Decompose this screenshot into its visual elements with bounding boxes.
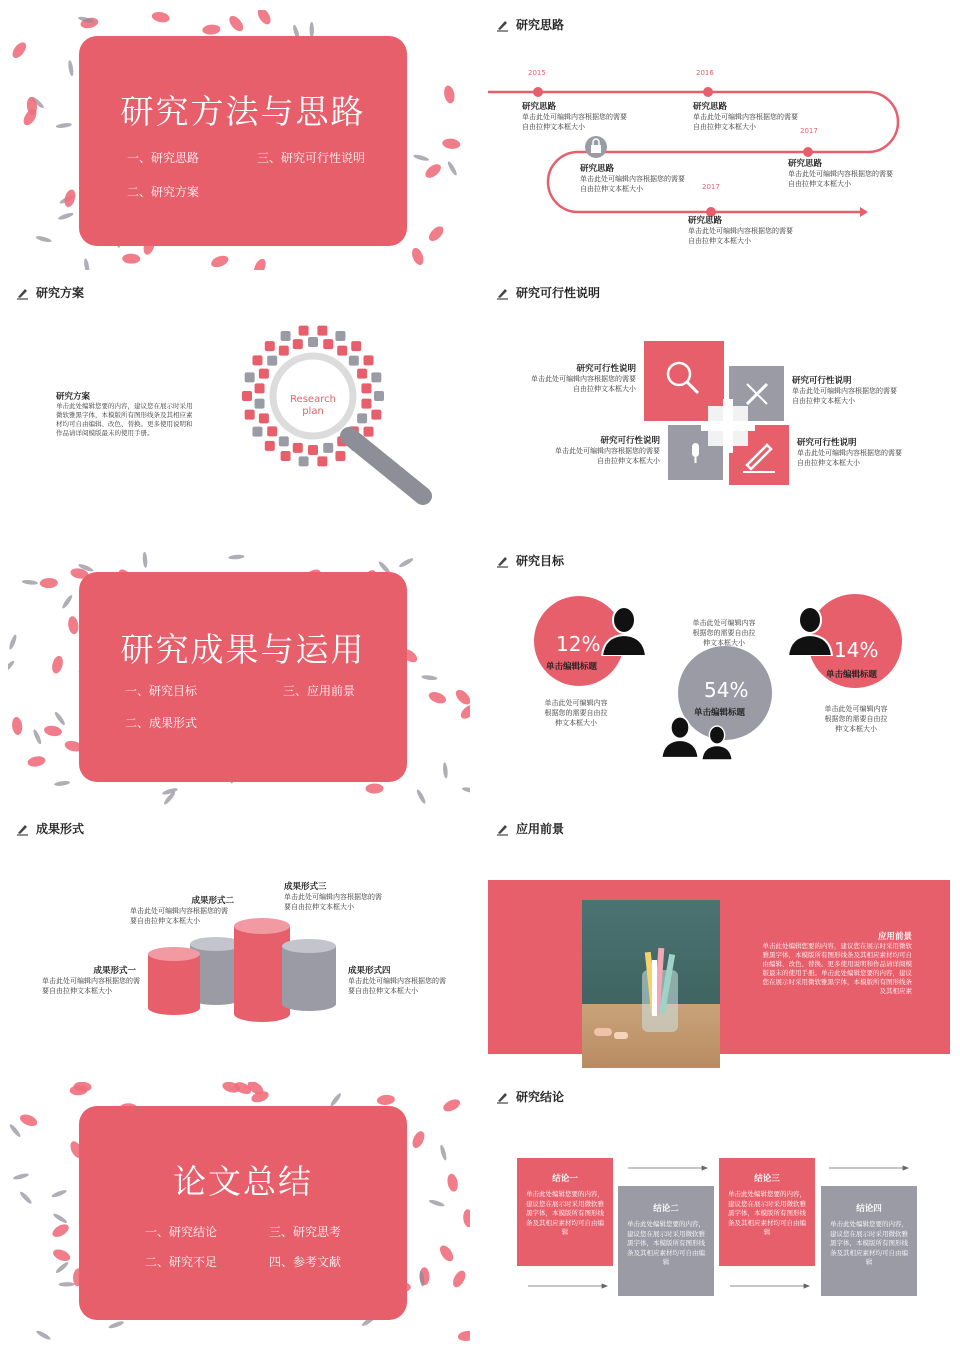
slide-3-plan: [8, 278, 470, 538]
petal: [67, 616, 79, 635]
year-label: 2017: [800, 127, 818, 135]
menu-item-2: 二、研究方案: [127, 185, 200, 199]
small-topic-icon: [281, 331, 291, 341]
small-topic-icon: [361, 399, 371, 409]
petal: [427, 690, 447, 706]
slide-title: 研究成果与运用: [120, 630, 366, 669]
year-label: 2017: [702, 183, 720, 191]
conclusion-card-3: 结论三 单击此处编辑您要的内容，建议您在展示时采用微软雅黑字体，本模版所有图形线条及其相应素材均可自由编辑: [719, 1158, 815, 1266]
goal-text-3: 单击此处可编辑内容根据您的需要自由拉伸文本框大小: [824, 705, 888, 733]
menu-item-2: 二、成果形式: [125, 716, 198, 730]
slide-2-roadmap: [488, 10, 950, 270]
node-1: 研究思路 单击此处可编辑内容根据您的需要自由拉伸文本框大小: [522, 102, 627, 131]
small-topic-icon: [279, 346, 289, 356]
leaf: [421, 675, 437, 681]
small-topic-icon: [293, 339, 303, 349]
petal: [10, 40, 29, 60]
feasibility-item-3: 研究可行性说明 单击此处可编辑内容根据您的需要自由拉伸文本框大小: [555, 436, 660, 465]
pen-icon: [16, 822, 30, 836]
small-topic-icon: [357, 369, 367, 379]
small-topic-icon: [267, 356, 277, 366]
petal: [202, 24, 221, 36]
petal: [437, 1243, 456, 1263]
leaf: [442, 762, 448, 778]
small-topic-icon: [245, 410, 255, 420]
feasibility-item-1: 研究可行性说明 单击此处可编辑内容根据您的需要自由拉伸文本框大小: [531, 364, 636, 393]
feasibility-item-2: 研究可行性说明 单击此处可编辑内容根据您的需要自由拉伸文本框大小: [792, 376, 897, 405]
section-heading: 研究结论: [516, 1090, 565, 1104]
small-topic-icon: [265, 341, 275, 351]
goal-pct-3: 14%: [834, 638, 879, 662]
slide-8-prospects: [488, 814, 950, 1074]
feasibility-item-4: 研究可行性说明 单击此处可编辑内容根据您的需要自由拉伸文本框大小: [797, 438, 902, 467]
petal: [11, 716, 23, 735]
petal: [210, 254, 230, 270]
year-label: 2015: [528, 69, 546, 77]
small-topic-icon: [299, 326, 309, 336]
menu-item-2: 二、研究不足: [145, 1255, 218, 1269]
goal-text-2: 单击此处可编辑内容根据您的需要自由拉伸文本框大小: [692, 619, 756, 647]
small-topic-icon: [308, 337, 318, 347]
leaf: [55, 1261, 70, 1275]
leaf: [53, 711, 66, 727]
section-heading: 研究方案: [36, 286, 85, 300]
year-label: 2016: [696, 69, 714, 77]
petal: [51, 1247, 71, 1263]
petal: [423, 162, 443, 181]
person-icon: [660, 714, 700, 758]
output-item-2: 成果形式二 单击此处可编辑内容根据您的需要自由拉伸文本框大小: [130, 896, 234, 925]
title-card: [79, 1106, 407, 1320]
small-topic-icon: [323, 339, 333, 349]
leaf: [13, 1172, 30, 1180]
node-5: 研究思路 单击此处可编辑内容根据您的需要自由拉伸文本框大小: [688, 216, 793, 245]
small-topic-icon: [267, 426, 277, 436]
leaf: [228, 554, 244, 560]
leaf: [428, 1199, 445, 1208]
small-topic-icon: [317, 456, 327, 466]
slide-10-conclusions: [488, 1082, 950, 1342]
small-topic-icon: [255, 399, 265, 409]
petal: [446, 1173, 459, 1193]
petal: [453, 687, 470, 707]
section-heading: 成果形式: [36, 822, 85, 836]
node-3: 研究思路 单击此处可编辑内容根据您的需要自由拉伸文本框大小: [580, 164, 685, 193]
slide-6-goals: [488, 546, 950, 806]
petal: [443, 85, 456, 105]
small-topic-icon: [335, 451, 345, 461]
person-icon: [600, 604, 648, 656]
leaf: [8, 634, 18, 651]
petal: [441, 1097, 462, 1114]
section-heading: 研究思路: [516, 18, 565, 32]
menu-item-1: 一、研究目标: [125, 684, 198, 698]
menu-item-4: 四、参考文献: [269, 1255, 342, 1269]
leaf: [142, 552, 148, 568]
petal: [426, 224, 446, 244]
petal: [365, 783, 383, 793]
menu-item-1: 一、研究思路: [127, 151, 200, 165]
leaf: [19, 1190, 33, 1205]
output-item-4: 成果形式四 单击此处可编辑内容根据您的需要自由拉伸文本框大小: [348, 966, 446, 995]
section-heading: 研究目标: [516, 554, 565, 568]
prospects-textbox: 应用前景 单击此处编辑您要的内容，建议您在展示时采用微软雅黑字体，本模版所有图形线条及其相应素材均可自由编辑、改色、替换。更多使用说明和作品请详阅模版最末的使用手册。单击此处编辑您要的内容，建议您在展示时采用微软雅黑字体，本模版所有图形线条及其相应素: [762, 932, 912, 995]
leaf: [439, 1144, 448, 1161]
output-item-3: 成果形式三 单击此处可编辑内容根据您的需要自由拉伸文本框大小: [284, 882, 382, 911]
petal: [50, 1222, 71, 1240]
chalk-jar-illustration: [582, 900, 720, 1068]
petal: [458, 702, 470, 721]
center-cross-h: [701, 421, 755, 431]
petal: [27, 755, 47, 768]
goal-label-1: 单击编辑标题: [546, 662, 598, 672]
small-topic-icon: [252, 427, 262, 437]
pen-icon: [496, 286, 510, 300]
small-topic-icon: [281, 451, 291, 461]
goal-label-3: 单击编辑标题: [826, 670, 878, 680]
magnifier-handle: [349, 436, 423, 496]
petal: [410, 1129, 427, 1150]
node-2: 研究思路 单击此处可编辑内容根据您的需要自由拉伸文本框大小: [693, 102, 798, 131]
title-card: [79, 36, 407, 246]
petal: [43, 724, 62, 737]
slide-title: 研究方法与思路: [120, 92, 366, 131]
petal: [40, 578, 58, 589]
leaf: [22, 579, 38, 585]
research-plan-label: Research plan: [290, 394, 336, 417]
conclusion-card-2: 结论二 单击此处编辑您要的内容，建议您在展示时采用微软雅黑字体，本模版所有图形线条及其相应素材均可自由编辑: [618, 1186, 714, 1296]
leaf: [54, 780, 70, 787]
goal-pct-2: 54%: [704, 678, 749, 702]
conclusion-card-4: 结论四 单击此处编辑您要的内容，建议您在展示时采用微软雅黑字体，本模版所有图形线条及其相应素材均可自由编辑: [821, 1186, 917, 1296]
small-topic-icon: [364, 427, 374, 437]
leaf: [67, 60, 74, 76]
small-topic-icon: [335, 331, 345, 341]
leaf: [51, 1189, 68, 1199]
leaf: [108, 1320, 125, 1330]
small-topic-icon: [349, 356, 359, 366]
small-topic-icon: [265, 441, 275, 451]
menu-item-1: 一、研究结论: [145, 1225, 218, 1239]
leaf: [413, 154, 430, 162]
leaf: [446, 160, 458, 176]
small-topic-icon: [357, 413, 367, 423]
pen-icon: [496, 822, 510, 836]
menu-item-3: 三、应用前景: [283, 684, 356, 698]
menu-item-3: 三、研究思考: [269, 1225, 342, 1239]
small-topic-icon: [337, 346, 347, 356]
slide-1-methods: [8, 10, 470, 270]
petal: [63, 188, 78, 208]
slide-4-feasibility: [488, 278, 950, 538]
small-topic-icon: [364, 355, 374, 365]
petal: [252, 257, 269, 270]
leaf: [35, 235, 52, 243]
leaf: [59, 1282, 75, 1287]
petal: [50, 655, 64, 675]
output-item-1: 成果形式一 单击此处可编辑内容根据您的需要自由拉伸文本框大小: [42, 966, 140, 995]
small-topic-icon: [317, 326, 327, 336]
petal: [255, 10, 273, 27]
petal: [410, 246, 426, 266]
small-topic-icon: [242, 391, 252, 401]
petal: [442, 138, 461, 150]
small-topic-icon: [299, 456, 309, 466]
small-topic-icon: [279, 436, 289, 446]
small-topic-icon: [308, 445, 318, 455]
goal-label-2: 单击编辑标题: [694, 708, 746, 718]
small-topic-icon: [255, 383, 265, 393]
leaf: [52, 1212, 68, 1224]
small-topic-icon: [361, 383, 371, 393]
small-topic-icon: [245, 372, 255, 382]
small-topic-icon: [351, 341, 361, 351]
section-heading: 应用前景: [516, 822, 565, 836]
pen-icon: [496, 554, 510, 568]
chalk-photo: [582, 900, 720, 1068]
person-icon: [786, 604, 834, 656]
plan-textbox: 研究方案 单击此处编辑您要的内容，建议您在展示时采用微软雅黑字体，本模版所有图形线条及其相应素材均可自由编辑、改色、替换。更多使用说明和作品请详阅模版最末的使用手册。: [56, 392, 193, 437]
small-topic-icon: [323, 443, 333, 453]
leaf: [415, 789, 426, 805]
petal: [151, 11, 171, 24]
small-topic-icon: [293, 443, 303, 453]
leaf: [61, 594, 74, 610]
slide-title: 论文总结: [173, 1162, 313, 1201]
leaf: [8, 1123, 22, 1138]
leaf: [35, 1329, 51, 1341]
goal-pct-1: 12%: [556, 632, 601, 656]
conclusion-card-1: 结论一 单击此处编辑您要的内容，建议您在展示时采用微软雅黑字体，本模版所有图形线条及其相应素材均可自由编辑: [517, 1158, 613, 1266]
slide-5-results: [8, 546, 470, 806]
pen-icon: [16, 286, 30, 300]
slide-7-output-forms: [8, 814, 470, 1074]
petal: [18, 1112, 38, 1128]
section-heading: 研究可行性说明: [516, 286, 601, 300]
small-topic-icon: [371, 372, 381, 382]
petal: [122, 253, 140, 263]
leaf: [32, 729, 43, 745]
petal: [462, 1209, 470, 1228]
small-topic-icon: [259, 369, 269, 379]
small-topic-icon: [259, 413, 269, 423]
petal: [457, 1330, 470, 1342]
slide-9-summary: [8, 1082, 470, 1342]
person-icon: [700, 724, 734, 760]
leaf: [56, 122, 72, 129]
small-topic-icon: [252, 355, 262, 365]
petal: [376, 1094, 395, 1106]
petal: [451, 1269, 468, 1290]
leaf: [462, 786, 470, 793]
leaf: [58, 212, 75, 221]
leaf: [83, 258, 90, 270]
leaf: [162, 787, 179, 796]
leaf: [398, 557, 414, 569]
menu-item-3: 三、研究可行性说明: [257, 151, 366, 165]
leaf: [8, 659, 16, 674]
petal: [227, 13, 246, 33]
goal-text-1: 单击此处可编辑内容根据您的需要自由拉伸文本框大小: [544, 699, 608, 727]
small-topic-icon: [371, 410, 381, 420]
node-4: 研究思路 单击此处可编辑内容根据您的需要自由拉伸文本框大小: [788, 159, 893, 188]
small-topic-icon: [374, 391, 384, 401]
title-card: [79, 572, 407, 782]
